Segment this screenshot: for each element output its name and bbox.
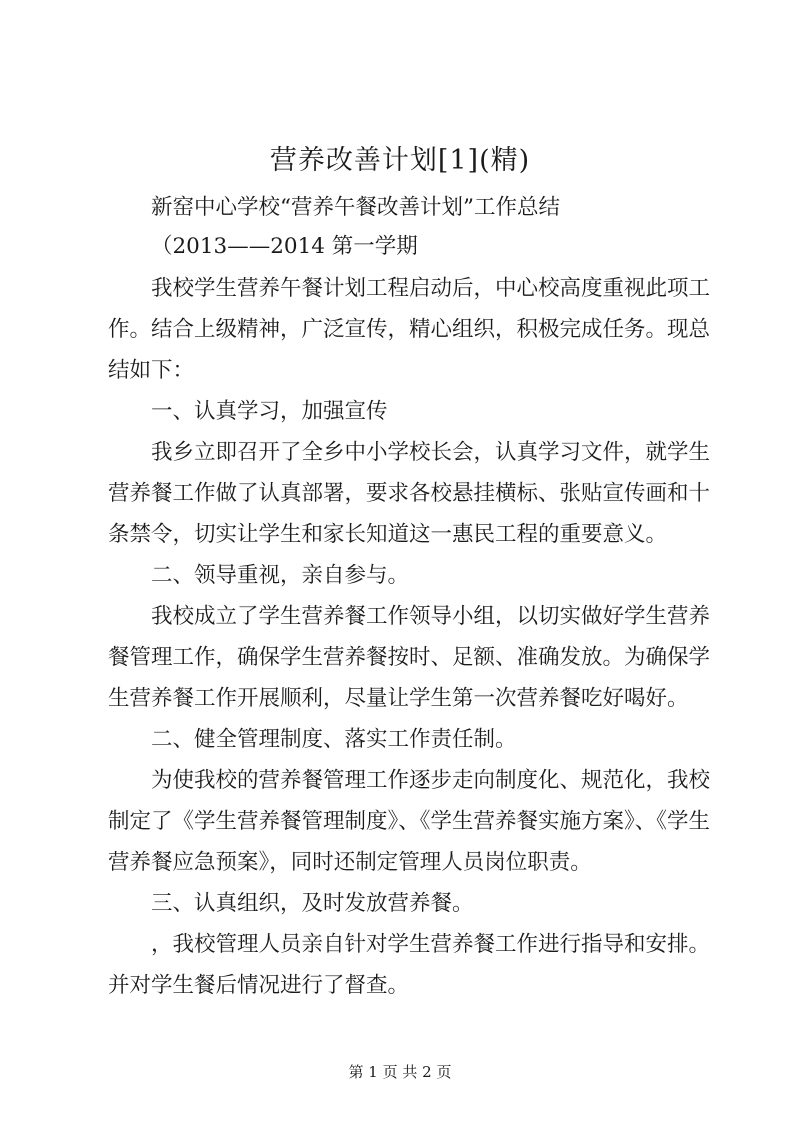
paragraph-line: ，我校管理人员亲自针对学生营养餐工作进行指导和安排。 xyxy=(151,932,711,957)
paragraph-line: 作。结合上级精神，广泛宣传，精心组织，积极完成任务。现总 xyxy=(108,317,711,342)
paragraph-line: 我校成立了学生营养餐工作领导小组，以切实做好学生营养 xyxy=(151,604,711,629)
paragraph-line: 营养餐工作做了认真部署，要求各校悬挂横标、张贴宣传画和十 xyxy=(108,481,711,506)
subtitle-line: 新窑中心学校“营养午餐改善计划”工作总结 xyxy=(151,195,560,220)
paragraph-line: 为使我校的营养餐管理工作逐步走向制度化、规范化，我校 xyxy=(151,768,711,793)
period-line: （2013——2014 第一学期 xyxy=(151,234,418,259)
section-heading: 三、认真组织，及时发放营养餐。 xyxy=(151,891,474,916)
paragraph-line: 营养餐应急预案》，同时还制定管理人员岗位职责。 xyxy=(108,850,592,875)
paragraph-line: 餐管理工作，确保学生营养餐按时、足额、准确发放。为确保学 xyxy=(108,645,711,670)
section-heading: 二、健全管理制度、落实工作责任制。 xyxy=(151,727,517,752)
paragraph-line: 条禁令，切实让学生和家长知道这一惠民工程的重要意义。 xyxy=(108,522,668,547)
paragraph-line: 制定了《学生营养餐管理制度》、《学生营养餐实施方案》、《学生 xyxy=(108,809,711,834)
paragraph-line: 并对学生餐后情况进行了督查。 xyxy=(108,973,410,998)
page-footer: 第 1 页 共 2 页 xyxy=(348,1063,452,1081)
document-title: 营养改善计划[1](精) xyxy=(269,145,531,176)
section-heading: 一、认真学习，加强宣传 xyxy=(151,399,388,424)
paragraph-line: 结如下： xyxy=(108,358,195,383)
section-heading: 二、领导重视，亲自参与。 xyxy=(151,563,410,588)
paragraph-line: 我校学生营养午餐计划工程启动后，中心校高度重视此项工 xyxy=(151,276,711,301)
paragraph-line: 生营养餐工作开展顺利，尽量让学生第一次营养餐吃好喝好。 xyxy=(108,686,689,711)
paragraph-line: 我乡立即召开了全乡中小学校长会，认真学习文件，就学生 xyxy=(151,440,711,465)
